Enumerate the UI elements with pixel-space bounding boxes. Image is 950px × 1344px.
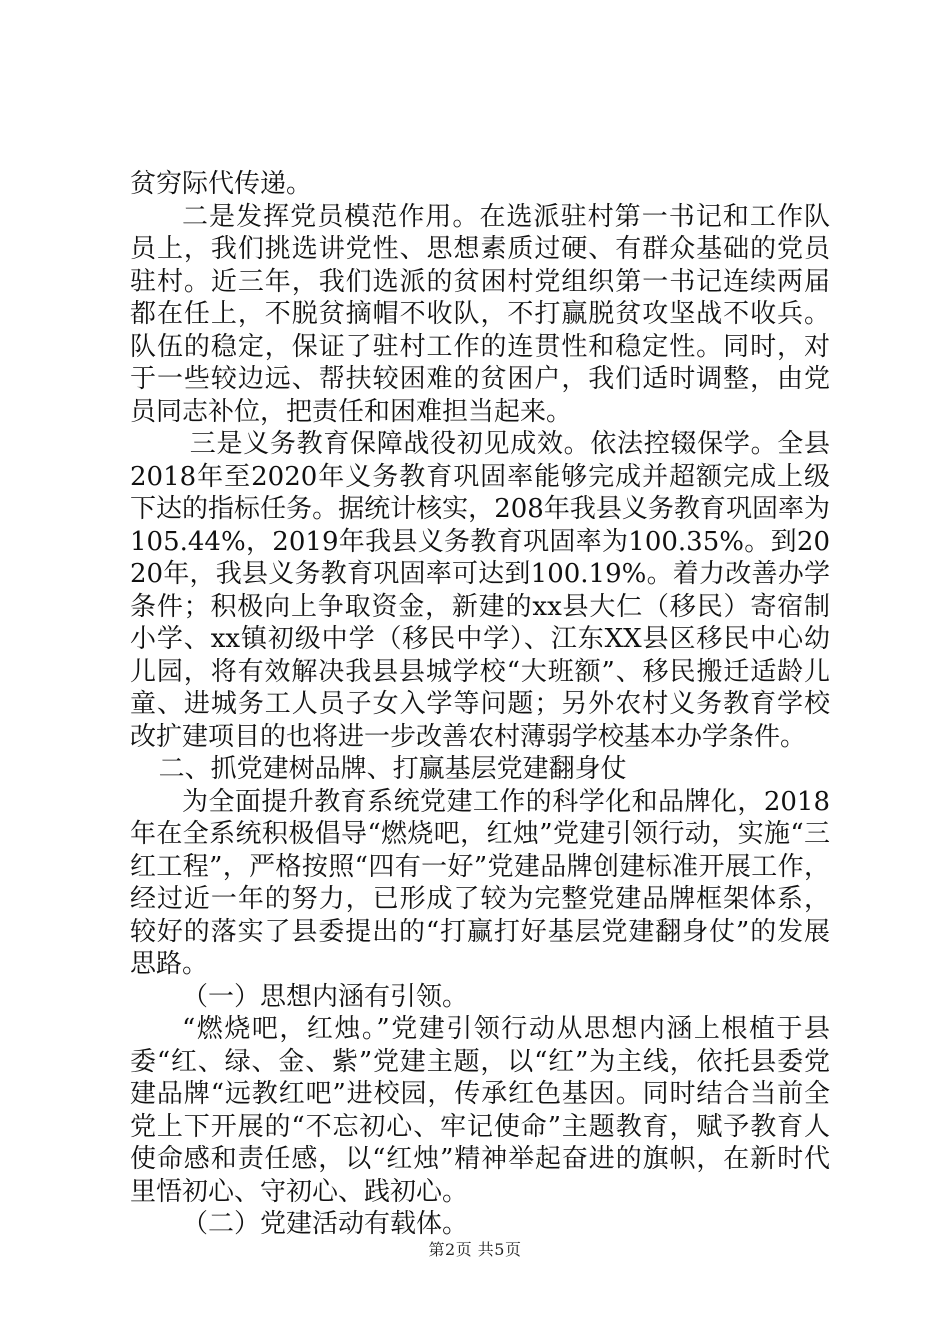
subheading-1: （一）思想内涵有引领。: [182, 981, 469, 1012]
page-number: 第2页 共5页: [428, 1240, 522, 1259]
subheading-2: （二）党建活动有载体。: [182, 1209, 469, 1239]
paragraph-2: 二是发挥党员模范作用。在选派驻村第一书记和工作队员上，我们挑选讲党性、思想素质过硬、有群众基础的党员驻村。近三年，我们选派的贫困村党组织第一书记连续两届都在任上，不脱贫摘帽不收队，不打赢脱贫攻坚战不收兵。队伍的稳定，保证了驻村工作的连贯性和稳定性。同时，对于一些较边远、帮扶较困难的贫困户，我们适时调整，由党员同志补位，把责任和困难担当起来。: [130, 201, 830, 427]
paragraph-1: 贫穷际代传递。: [130, 169, 313, 199]
document-body: [130, 168, 830, 1241]
paragraph-7: “燃烧吧，红烛。”党建引领行动从思想内涵上根植于县委“红、绿、金、紫”党建主题，以“红”为主线，依托县委党建品牌“远教红吧”进校园，传承红色基因。同时结合当前全党上下开展的“不忘初心、牢记使命”主题教育，赋予教育人使命感和责任感，以“红烛”精神举起奋进的旗帜，在新时代里悟初心、守初心、践初心。: [130, 1014, 830, 1207]
page-footer: [0, 1237, 950, 1260]
paragraph-5: 为全面提升教育系统党建工作的科学化和品牌化，2018年在全系统积极倡导“燃烧吧，红烛”党建引领行动，实施“三红工程”，严格按照“四有一好”党建品牌创建标准开展工作，经过近一年的努力，已形成了较为完整党建品牌框架体系，较好的落实了县委提出的“打赢打好基层党建翻身仗”的发展思路。: [130, 786, 830, 979]
paragraph-3: 三是义务教育保障战役初见成效。依法控辍保学。全县2018年至2020年义务教育巩固率能够完成并超额完成上级下达的指标任务。据统计核实，208年我县义务教育巩固率为105.44%，2019年我县义务教育巩固率为100.35%。到2020年，我县义务教育巩固率可达到100.19%。着力改善办学条件；积极向上争取资金，新建的xx县大仁（移民）寄宿制小学、xx镇初级中学（移民中学）、江东XX县区移民中心幼儿园，将有效解决我县县城学校“大班额”、移民搬迁适龄儿童、进城务工人员子女入学等问题；另外农村义务教育学校改扩建项目的也将进一步改善农村薄弱学校基本办学条件。: [130, 429, 830, 752]
section-heading: 二、抓党建树品牌、打赢基层党建翻身仗: [158, 754, 627, 784]
